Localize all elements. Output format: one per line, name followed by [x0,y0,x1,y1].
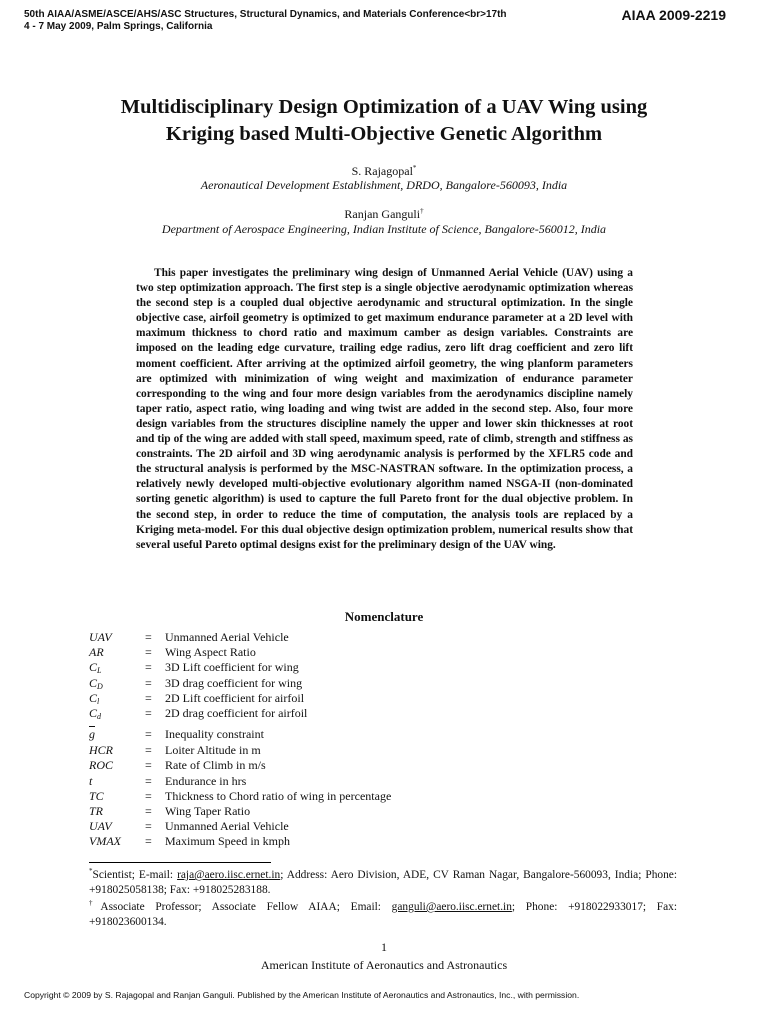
equals-sign: = [145,660,152,675]
nomenclature-symbol: UAV [89,630,112,644]
copyright-notice: Copyright © 2009 by S. Rajagopal and Ranjan Ganguli. Published by the American Institute of Aeronautics and Astronautics, Inc., with permission. [24,990,580,1000]
nomenclature-definition: 3D Lift coefficient for wing [165,660,299,675]
author-2-name: Ranjan Ganguli [344,207,421,221]
equals-sign: = [145,758,152,773]
nomenclature-definition: Endurance in hrs [165,773,247,788]
author-2-mark: † [420,207,424,215]
footnote-1-text: Scientist; E-mail: [92,869,178,881]
nomenclature-definition: 2D Lift coefficient for airfoil [165,690,305,705]
symbol-base: C [89,675,98,690]
nomenclature-definition: Unmanned Aerial Vehicle [165,630,289,644]
nomenclature-row [89,706,391,721]
nomenclature-definition: Inequality constraint [165,727,264,742]
nomenclature-symbol [89,660,145,675]
footnote-2 [89,900,677,930]
paper-number: AIAA 2009-2219 [621,7,726,23]
nomenclature-row [89,676,391,691]
footnote-1 [89,868,677,898]
equals-sign: = [145,819,152,834]
nomenclature-symbol [89,706,145,721]
equals-sign: = [145,690,152,705]
nomenclature-row [89,721,391,743]
author-2-affiliation: Department of Aerospace Engineering, Indian Institute of Science, Bangalore-560012, India [161,222,607,236]
equals-sign: = [145,743,152,758]
nomenclature-row [89,758,391,773]
nomenclature-symbol [89,721,145,743]
email-link-rajagopal[interactable]: raja@aero.iisc.ernet.in [177,869,281,881]
equals-sign: = [145,773,152,788]
symbol-subscript: L [97,666,102,676]
nomenclature-row [89,819,391,834]
nomenclature-row [89,645,391,660]
equals-sign: = [145,727,152,742]
nomenclature-symbol: HCR [89,743,113,758]
symbol-subscript: l [97,696,100,706]
author-2 [0,207,768,222]
nomenclature-symbol [89,676,145,691]
symbol-base: C [89,705,98,720]
nomenclature-symbol: AR [89,645,104,660]
nomenclature-row [89,804,391,819]
equals-sign: = [145,675,152,690]
nomenclature-definition: Unmanned Aerial Vehicle [165,819,289,834]
equals-sign: = [145,630,152,644]
conference-line-2: 4 - 7 May 2009, Palm Springs, California [24,21,213,32]
equals-sign: = [145,803,152,818]
page-number: 1 [381,940,387,954]
nomenclature-row [89,630,391,645]
author-1-mark: * [412,164,417,172]
footnote-1-mark: * [89,867,93,876]
nomenclature-row [89,774,391,789]
author-1 [0,164,768,179]
conference-header [24,9,507,33]
nomenclature-symbol: VMAX [89,834,121,849]
nomenclature-table [89,630,391,849]
nomenclature-definition: Wing Aspect Ratio [165,645,256,660]
symbol-base: C [89,660,98,675]
symbol-subscript: d [97,711,102,721]
author-1-name: S. Rajagopal [351,164,413,178]
email-link-ganguli[interactable]: ganguli@aero.iisc.ernet.in [391,901,512,913]
nomenclature-row [89,743,391,758]
symbol-base: $\overline{g}$ [89,727,95,742]
nomenclature-definition: Rate of Climb in m/s [165,758,266,773]
paper-title [40,94,728,148]
equals-sign: = [145,788,152,803]
nomenclature-row [89,660,391,675]
footnote-rule [89,862,271,863]
nomenclature-definition: Wing Taper Ratio [165,803,251,818]
equals-sign: = [145,834,152,849]
equals-sign: = [145,645,152,660]
nomenclature-definition: Maximum Speed in kmph [165,834,290,849]
footnote-2-details: ; Phone: +918022933017; Fax: +918023600134. [89,901,677,928]
nomenclature-row [89,834,391,849]
nomenclature-definition: 2D drag coefficient for airfoil [165,705,308,720]
organization-footer: American Institute of Aeronautics and Astronautics [260,958,508,972]
nomenclature-row [89,789,391,804]
nomenclature-definition: 3D drag coefficient for wing [165,675,303,690]
equals-sign: = [145,705,152,720]
symbol-subscript: D [97,681,103,691]
nomenclature-row [89,691,391,706]
footnote-2-text: Associate Professor; Associate Fellow AIAA; Email: [100,901,392,913]
nomenclature-symbol: UAV [89,819,112,834]
nomenclature-symbol: TR [89,803,104,818]
symbol-base: C [89,690,98,705]
nomenclature-definition: Loiter Altitude in m [165,743,261,758]
footnote-2-mark: † [89,899,101,908]
nomenclature-symbol: TC [89,788,104,803]
conference-line-1: 50th AIAA/ASME/ASCE/AHS/ASC Structures, Structural Dynamics, and Materials Conference<br>17th [24,9,507,20]
author-1-affiliation: Aeronautical Development Establishment, DRDO, Bangalore-560093, India [200,178,568,192]
abstract: This paper investigates the preliminary wing design of Unmanned Aerial Vehicle (UAV) using a two step optimization approach. The first step is a single objective aerodynamic optimization whereas the second step is a coupled dual objective aerodynamic and structural optimization. In the single objective case, airfoil geometry is optimized to get maximum endurance parameter at a 2D level with maximum thickness to chord ratio and maximum camber as design variables. Constraints are imposed on the leading edge curvature, trailing edge radius, zero lift drag coefficient and zero lift moment coefficient. After arriving at the optimized airfoil geometry, the wing planform parameters are optimized with minimization of wing weight and maximization of endurance parameter corresponding to the wing and four more design variables from the aerodynamics discipline namely taper ratio, aspect ratio, wing loading and wing twist are added in the second step. Also, four more design variables from the structures discipline namely the upper and lower skin thicknesses at root and tip of the wing are added with stall speed, maximum speed, rate of climb, strength and stiffness as constraints. The 2D airfoil and 3D wing aerodynamic analysis is performed by the XFLR5 code and the structural analysis is performed by the MSC-NASTRAN software. In the optimization process, a relatively newly developed multi-objective evolutionary algorithm named NSGA-II (non-dominated sorting genetic algorithm) is used to capture the full Pareto front for the dual objective problem. In the second step, in order to reduce the time of computation, the analysis tools are replaced by a Kriging meta-model. For this dual objective design optimization problem, numerical results show that several useful Pareto optimal designs exist for the preliminary design of the UAV wing. [136,267,633,551]
nomenclature-symbol [89,691,145,706]
nomenclature-symbol: t [89,773,93,788]
title-line-1: Multidisciplinary Design Optimization of a UAV Wing using [120,96,648,118]
nomenclature-symbol: ROC [89,758,113,773]
footnote-1-details: ; Address: Aero Division, ADE, CV Raman Nagar, Bangalore-560093, India; Phone: +918025058138; Fax: +918025283188. [89,869,677,896]
nomenclature-heading: Nomenclature [344,609,424,624]
title-line-2: Kriging based Multi-Objective Genetic Algorithm [165,123,603,145]
nomenclature-definition: Thickness to Chord ratio of wing in percentage [165,788,392,803]
